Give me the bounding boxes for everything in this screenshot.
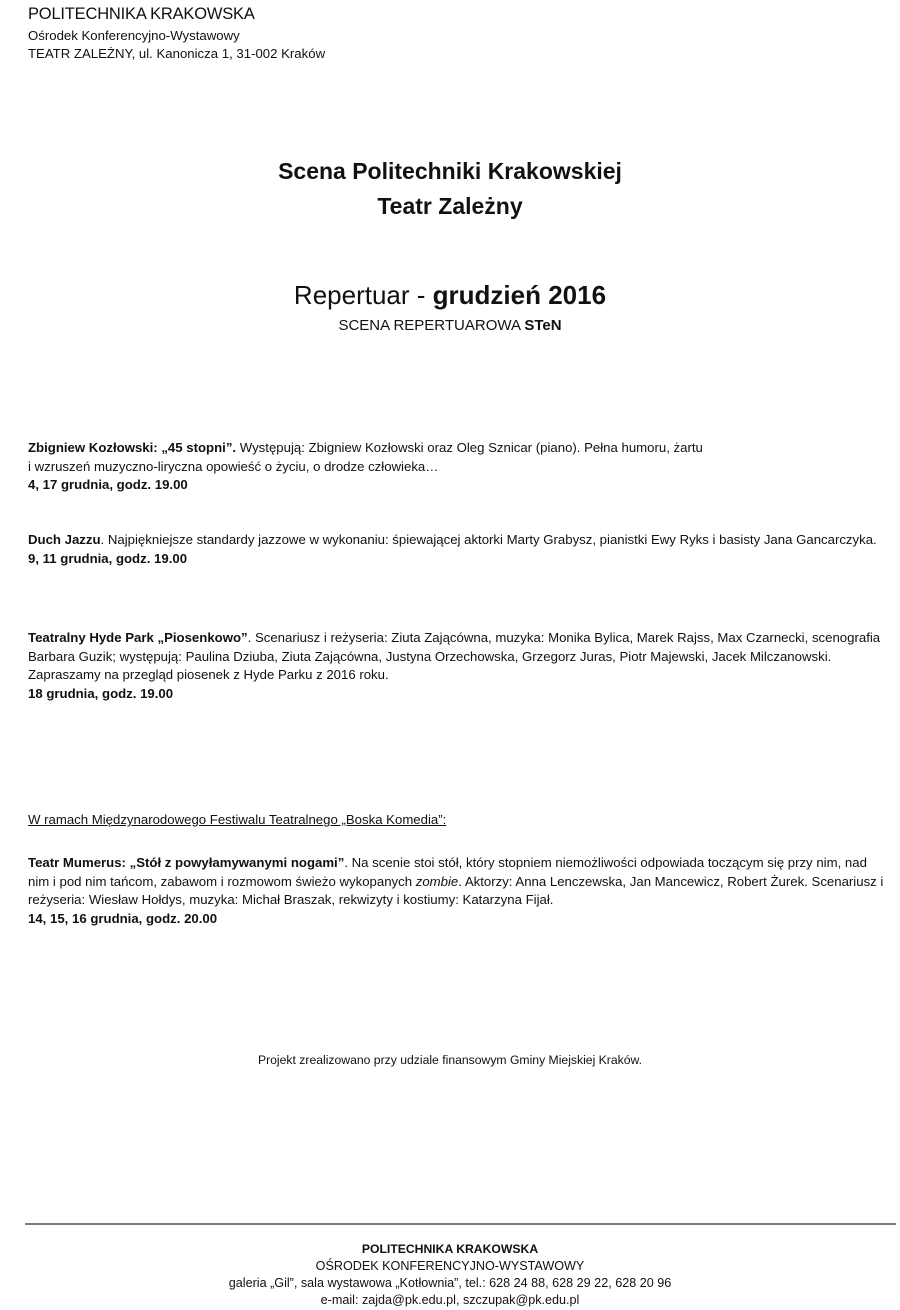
stage-name (0, 317, 900, 334)
header-center: Ośrodek Konferencyjno-Wystawowy (28, 28, 240, 43)
funding-note: Projekt zrealizowano przy udziale finansowym Gminy Miejskiej Kraków. (257, 1053, 643, 1067)
stage-name-prefix: SCENA REPERTUAROWA (338, 317, 525, 334)
event-title: Teatralny Hyde Park „Piosenkowo” (28, 630, 248, 645)
event-description: . Scenariusz i reżyseria: Ziuta Zającówna, muzyka: Monika Bylica, Marek Rajss, Max Czarnecki, scenografia Barbara Guzik; występują: Paulina Dziuba, Ziuta Zającówna, Justyna Orzechowska, Grzegorz Juras, Piotr Majewski, Jacek Milczanowski. Zapraszamy na przegląd piosenek z Hyde Parku z 2016 roku. (28, 630, 881, 683)
event-title: Zbigniew Kozłowski: „45 stopni”. (28, 440, 237, 455)
event-date: 4, 17 grudnia, godz. 19.00 (28, 477, 188, 493)
event-date: 18 grudnia, godz. 19.00 (28, 685, 174, 701)
repertoire-prefix: Repertuar - (293, 280, 433, 310)
event-description-part1: . Na scenie stoi stół, który stopniem niemożliwości odpowiada toczącym się przy nim, nad nim i pod nim tańcom, zabawom i rozmowom świeżo wykopanych (28, 855, 867, 889)
footer-venues: galeria „Gil”, sala wystawowa „Kotłownia”, tel.: 628 24 88, 628 29 22, 628 20 96 (228, 1276, 672, 1290)
repertoire-heading (0, 280, 900, 311)
festival-heading: W ramach Międzynarodowego Festiwalu Teatralnego „Boska Komedia”: (28, 812, 447, 827)
stage-name-bold: STeN (524, 317, 562, 334)
footer-email: e-mail: zajda@pk.edu.pl, szczupak@pk.edu.pl (320, 1293, 580, 1307)
event-date: 9, 11 grudnia, godz. 19.00 (28, 550, 188, 566)
event-description-cont: i wzruszeń muzyczno-liryczna opowieść o życiu, o drodze człowieka… (28, 458, 439, 474)
page-title: Scena Politechniki Krakowskiej (278, 158, 622, 184)
event-title: Teatr Mumerus: „Stół z powyłamywanymi nogami” (28, 855, 345, 870)
event-description-part2: . Aktorzy: Anna Lenczewska, Jan Mancewicz, Robert Żurek. Scenariusz i reżyseria: Wiesław Hołdys, muzyka: Michał Braszak, rekwizyty i kostiumy: Katarzyna Fijał. (28, 873, 884, 908)
event-title: Duch Jazzu (28, 532, 101, 547)
event-date: 14, 15, 16 grudnia, godz. 20.00 (28, 910, 218, 926)
event-description: . Najpiękniejsze standardy jazzowe w wykonaniu: śpiewającej aktorki Marty Grabysz, pianistki Ewy Ryks i basisty Jana Gancarczyka. (100, 532, 877, 547)
header-address: TEATR ZALEŻNY, ul. Kanonicza 1, 31-002 Kraków (28, 46, 326, 61)
footer-center: OŚRODEK KONFERENCYJNO-WYSTAWOWY (315, 1259, 585, 1273)
footer-institution: POLITECHNIKA KRAKOWSKA (361, 1242, 539, 1256)
event-description: Występują: Zbigniew Kozłowski oraz Oleg Sznicar (piano). Pełna humoru, żartu (236, 440, 703, 455)
event-entry (28, 439, 888, 495)
event-entry (28, 629, 888, 703)
page-subtitle: Teatr Zależny (377, 193, 523, 219)
footer-divider (25, 1223, 896, 1225)
festival-event-entry (28, 854, 888, 928)
repertoire-month: grudzień 2016 (432, 280, 607, 310)
event-entry (28, 531, 888, 568)
event-description-italic: zombie (415, 873, 459, 889)
header-institution: POLITECHNIKA KRAKOWSKA (28, 5, 255, 23)
